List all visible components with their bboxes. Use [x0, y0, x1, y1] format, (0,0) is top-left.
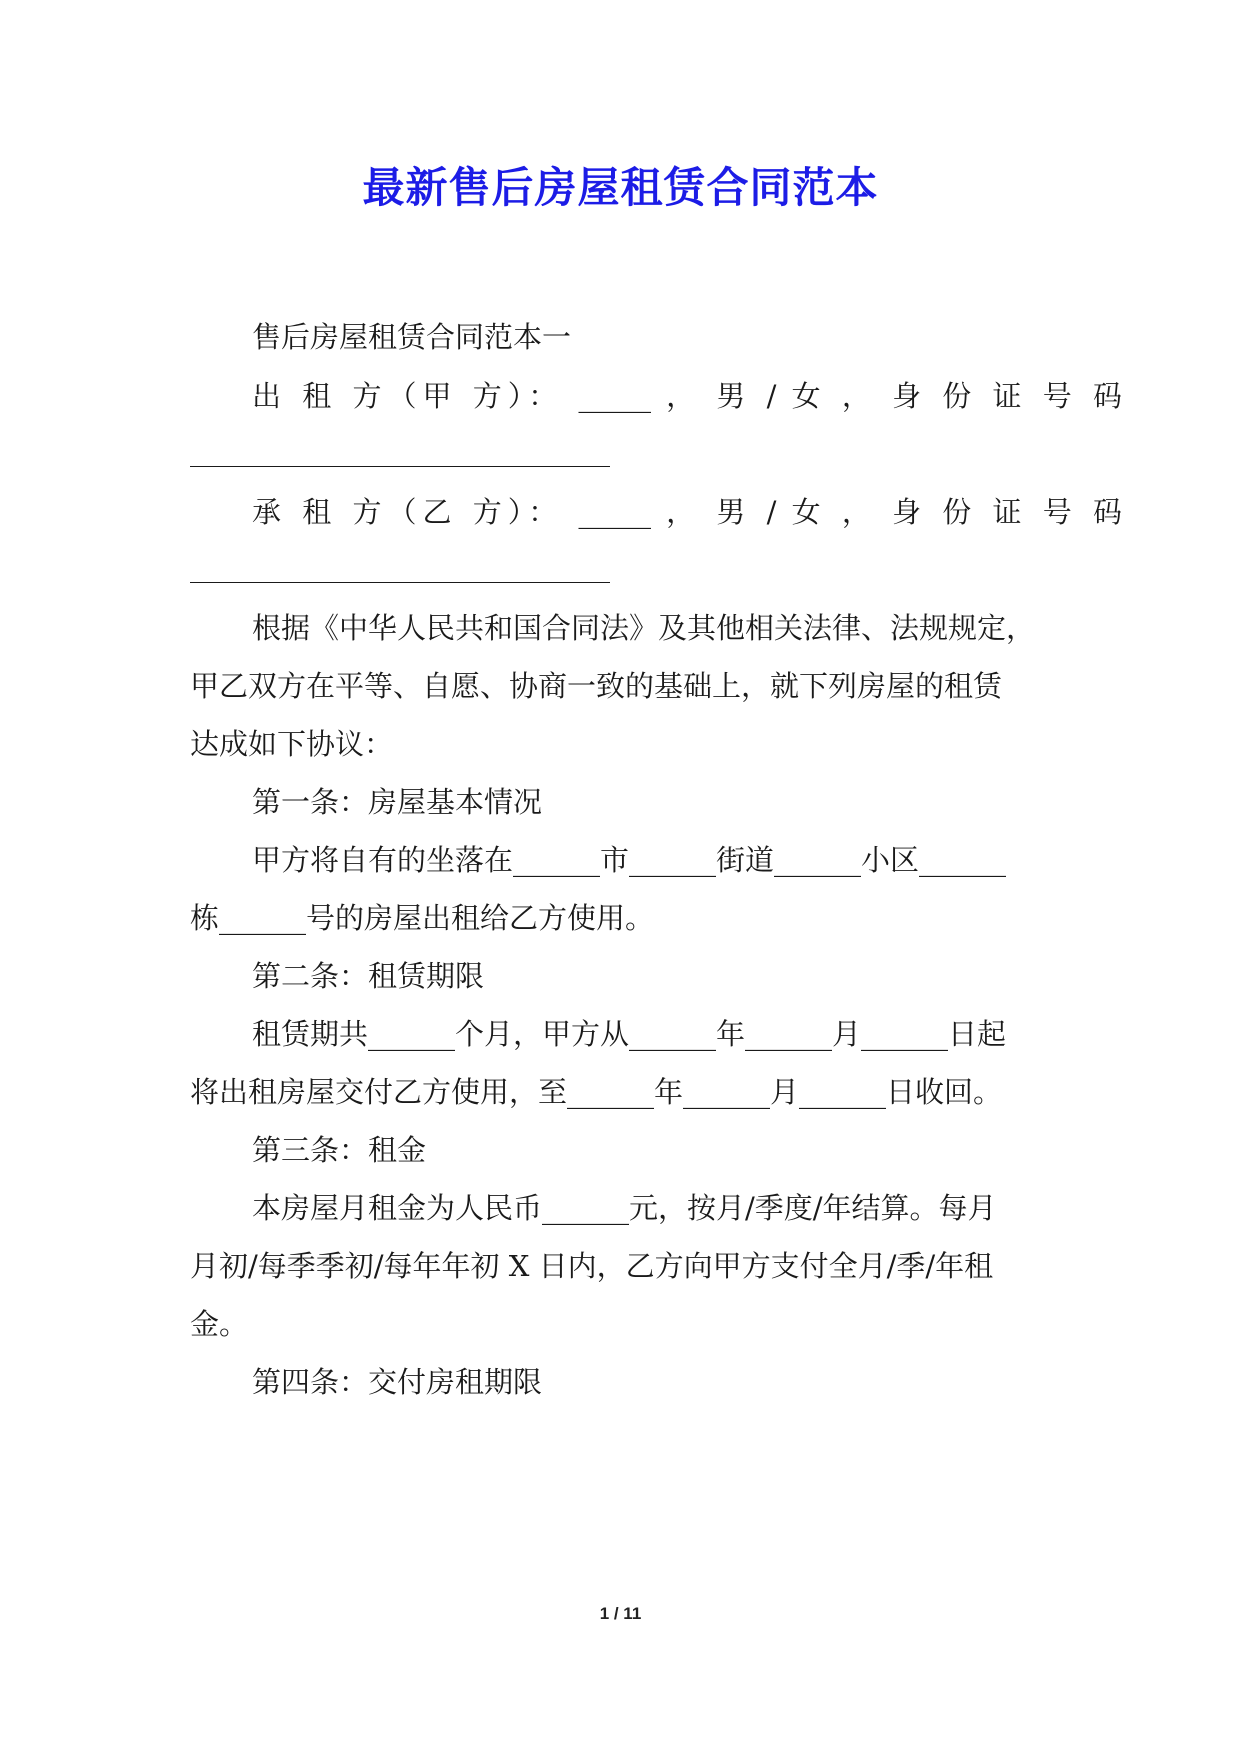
paragraph-line: 本房屋月租金为人民币______元，按月/季度/年结算。每月 — [252, 1191, 997, 1225]
paragraph-line: 租赁期共______个月，甲方从______年______月______日起 — [252, 1017, 1007, 1051]
article-heading: 第二条：租赁期限 — [252, 959, 485, 993]
paragraph-line: 将出租房屋交付乙方使用，至______年______月______日收回。 — [190, 1075, 1003, 1109]
paragraph-line: 月初/每季季初/每年年初 X 日内，乙方向甲方支付全月/季/年租 — [190, 1249, 994, 1283]
paragraph-line: 甲方将自有的坐落在______市______街道______小区______ — [252, 843, 1007, 877]
paragraph-line: 根据《中华人民共和国合同法》及其他相关法律、法规规定， — [252, 611, 1036, 645]
paragraph-line: 甲乙双方在平等、自愿、协商一致的基础上，就下列房屋的租赁 — [190, 669, 1003, 703]
paragraph-line: 金。 — [190, 1307, 249, 1341]
document-title: 最新售后房屋租赁合同范本 — [362, 163, 879, 212]
lessee-id-blank-line — [190, 582, 610, 583]
article-heading: 第四条：交付房租期限 — [252, 1365, 543, 1399]
lessee-line: 承 租 方（乙 方）： _____ ， 男 / 女 ， 身 份 证 号 码 — [252, 495, 1122, 529]
paragraph-line: 栋______号的房屋出租给乙方使用。 — [190, 901, 655, 935]
paragraph-line: 达成如下协议： — [190, 727, 394, 761]
section-heading: 售后房屋租赁合同范本一 — [252, 320, 572, 354]
lessor-line: 出 租 方（甲 方）： _____ ， 男 / 女 ， 身 份 证 号 码 — [252, 379, 1122, 413]
page-number: 1 / 11 — [599, 1604, 642, 1623]
article-heading: 第三条：租金 — [252, 1133, 427, 1167]
article-heading: 第一条：房屋基本情况 — [252, 785, 543, 819]
lessor-id-blank-line — [190, 466, 610, 467]
